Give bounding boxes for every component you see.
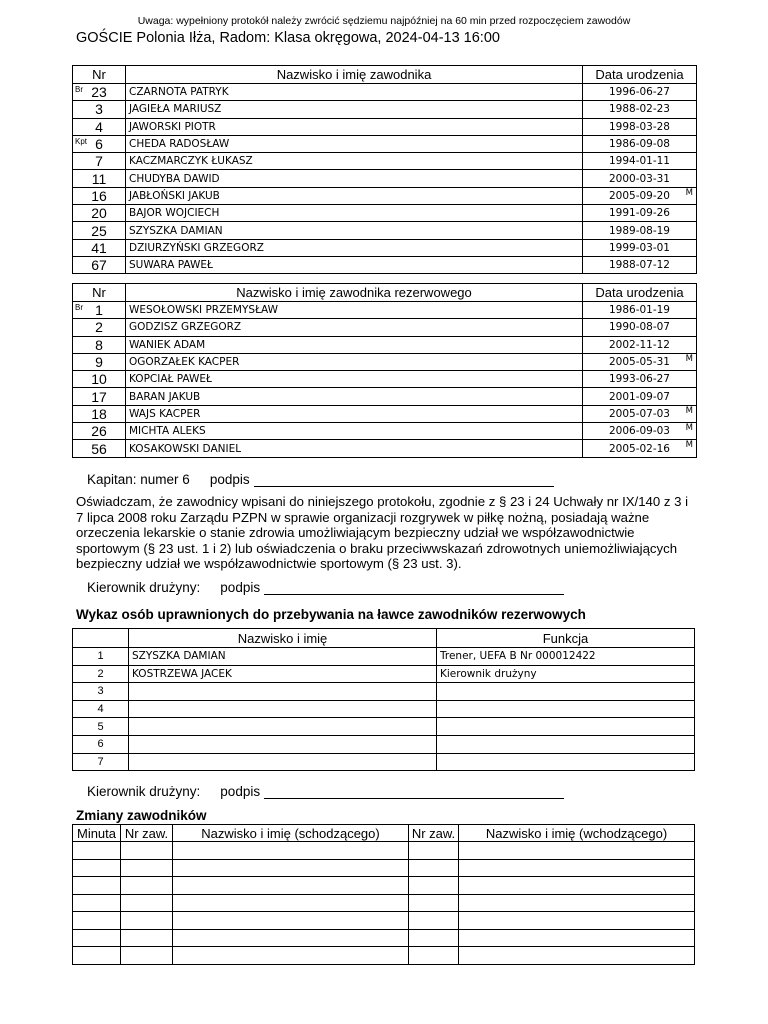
player-number-cell: [73, 423, 126, 440]
player-birthdate-cell: [583, 405, 697, 422]
player-number: 18: [91, 405, 107, 422]
manager-signature-line-2: [87, 784, 564, 799]
youth-marker: M: [685, 353, 693, 364]
staff-name[interactable]: [129, 718, 437, 736]
table-row: [73, 388, 697, 405]
column-header-name-in: Nazwisko i imię (wchodzącego): [459, 825, 695, 842]
table-row: [73, 842, 695, 860]
player-number: 25: [91, 222, 107, 239]
table-row: [73, 735, 695, 753]
player-name: CZARNOTA PATRYK: [126, 84, 583, 101]
player-birthdate-cell: [583, 440, 697, 457]
player-number-cell: [73, 205, 126, 222]
table-row: [73, 440, 697, 457]
player-name: CHUDYBA DAWID: [126, 170, 583, 187]
player-number: 9: [95, 354, 103, 371]
table-row: [73, 877, 695, 895]
player-birthdate-cell: [583, 319, 697, 336]
player-birthdate: 2006-09-03: [608, 425, 670, 438]
player-role-tag: Br: [75, 85, 83, 94]
staff-index: 6: [73, 735, 129, 753]
player-birthdate: 2001-09-07: [608, 390, 670, 403]
staff-index: 3: [73, 683, 129, 701]
sub-name-in-cell[interactable]: [459, 947, 695, 965]
starting-lineup-rows: [73, 84, 697, 274]
player-number: 23: [91, 84, 107, 101]
youth-marker: M: [685, 440, 693, 451]
player-birthdate: 2005-09-20: [608, 189, 670, 202]
player-name: KOPCIAŁ PAWEŁ: [126, 371, 583, 388]
sub-nr-out-cell[interactable]: [121, 877, 173, 895]
player-number: 20: [91, 205, 107, 222]
staff-role[interactable]: [437, 718, 695, 736]
table-row: [73, 319, 697, 336]
sub-minute-cell[interactable]: [73, 877, 121, 895]
bench-heading: Wykaz osób uprawnionych do przebywania na ławce zawodników rezerwowych: [76, 607, 586, 622]
table-row: [73, 336, 697, 353]
player-birthdate-cell: [583, 170, 697, 187]
table-row: [73, 256, 697, 273]
table-row: [73, 353, 697, 370]
sub-minute-cell[interactable]: [73, 929, 121, 947]
player-name: JABŁOŃSKI JAKUB: [126, 187, 583, 204]
player-number: 10: [91, 371, 107, 388]
player-number-cell: [73, 440, 126, 457]
column-header-index: [73, 629, 129, 648]
table-row: [73, 405, 697, 422]
sub-name-out-cell[interactable]: [173, 947, 409, 965]
player-name: JAGIEŁA MARIUSZ: [126, 101, 583, 118]
column-header-nr-in: Nr zaw.: [409, 825, 459, 842]
table-header-row: [73, 629, 695, 648]
player-number: 1: [95, 302, 103, 319]
table-row: [73, 648, 695, 666]
sub-nr-out-cell[interactable]: [121, 912, 173, 930]
sub-nr-in-cell[interactable]: [409, 947, 459, 965]
staff-index: 4: [73, 700, 129, 718]
player-name: SZYSZKA DAMIAN: [126, 222, 583, 239]
player-birthdate: 1998-03-28: [608, 120, 670, 133]
player-birthdate: 1996-06-27: [608, 86, 670, 99]
match-info: GOŚCIE Polonia Iłża, Radom: Klasa okręgowa, 2024-04-13 16:00: [76, 30, 500, 46]
sub-nr-in-cell[interactable]: [409, 912, 459, 930]
player-birthdate-cell: [583, 239, 697, 256]
player-name: MICHTA ALEKS: [126, 423, 583, 440]
sub-nr-out-cell[interactable]: [121, 947, 173, 965]
table-row: [73, 718, 695, 736]
player-name: WANIEK ADAM: [126, 336, 583, 353]
player-number: 17: [91, 388, 107, 405]
sub-minute-cell[interactable]: [73, 894, 121, 912]
sub-name-out-cell[interactable]: [173, 894, 409, 912]
column-header-role: Funkcja: [437, 629, 695, 648]
manager-signature-field-1[interactable]: [264, 582, 564, 595]
player-number-cell: [73, 405, 126, 422]
player-birthdate: 1991-09-26: [608, 207, 670, 220]
table-row: [73, 205, 697, 222]
player-number: 56: [91, 440, 107, 457]
player-number: 41: [91, 239, 107, 256]
sub-nr-out-cell[interactable]: [121, 894, 173, 912]
player-name: SUWARA PAWEŁ: [126, 256, 583, 273]
manager-label: Kierownik drużyny:: [87, 784, 201, 799]
table-row: [73, 101, 697, 118]
bench-staff-rows: [73, 648, 695, 771]
table-row: [73, 859, 695, 877]
sub-name-out-cell[interactable]: [173, 842, 409, 860]
player-number: 8: [95, 336, 103, 353]
reserves-rows: [73, 302, 697, 458]
player-name: BARAN JAKUB: [126, 388, 583, 405]
player-birthdate: 1993-06-27: [608, 373, 670, 386]
sub-minute-cell[interactable]: [73, 842, 121, 860]
column-header-name: Nazwisko i imię zawodnika: [126, 66, 583, 84]
staff-name[interactable]: [129, 735, 437, 753]
sub-name-out-cell[interactable]: [173, 877, 409, 895]
sub-name-out-cell[interactable]: [173, 929, 409, 947]
table-row: [73, 222, 697, 239]
table-header-row: [73, 66, 697, 84]
player-number: 16: [91, 187, 107, 204]
column-header-dob: Data urodzenia: [583, 284, 697, 302]
staff-role[interactable]: [437, 753, 695, 771]
player-birthdate: 1988-07-12: [608, 259, 670, 272]
signature-label: podpis: [209, 472, 250, 487]
player-name: KOSAKOWSKI DANIEL: [126, 440, 583, 457]
player-birthdate: 1989-08-19: [608, 224, 670, 237]
sub-nr-in-cell[interactable]: [409, 894, 459, 912]
manager-signature-field-2[interactable]: [264, 786, 564, 799]
table-row: [73, 665, 695, 683]
table-row: [73, 700, 695, 718]
player-birthdate-cell: [583, 388, 697, 405]
sub-name-in-cell[interactable]: [459, 912, 695, 930]
staff-name[interactable]: [129, 700, 437, 718]
player-birthdate-cell: [583, 353, 697, 370]
player-number: 3: [95, 101, 103, 118]
reserves-table: [72, 283, 697, 458]
column-header-minute: Minuta: [73, 825, 121, 842]
player-number: 2: [95, 319, 103, 336]
player-number: 11: [91, 170, 107, 187]
captain-signature-line: [87, 472, 554, 487]
player-number-cell: [73, 135, 126, 152]
player-birthdate: 2005-07-03: [608, 407, 670, 420]
column-header-nr-out: Nr zaw.: [121, 825, 173, 842]
sub-minute-cell[interactable]: [73, 859, 121, 877]
bench-staff-table: [72, 628, 695, 771]
player-name: BAJOR WOJCIECH: [126, 205, 583, 222]
player-birthdate-cell: [583, 153, 697, 170]
medical-declaration: Oświadczam, że zawodnicy wpisani do niniejszego protokołu, zgodnie z § 23 i 24 Uchwały nr IX/140 z 3 i 7 lipca 2008 roku Zarządu PZPN w sprawie organizacji rozgrywek w piłkę nożną, posiadają ważne orzeczenia lekarskie o stanie zdrowia umożliwiającym bezpieczny udział we współzawodnictwie sportowym (§ 23 ust. 1 i 2) lub oświadczenia o braku przeciwwskazań zdrowotnych uniemożliwiających bezpieczny udział we współzawodnictwie sportowym (§ 23 ust. 3).: [76, 494, 689, 572]
table-header-row: [73, 284, 697, 302]
table-row: [73, 118, 697, 135]
player-name: GODZISZ GRZEGORZ: [126, 319, 583, 336]
table-row: [73, 135, 697, 152]
player-role-tag: Kpt: [75, 136, 88, 146]
table-row: [73, 84, 697, 101]
staff-name[interactable]: SZYSZKA DAMIAN: [129, 648, 437, 666]
substitutions-rows: [73, 842, 695, 965]
player-number-cell: [73, 118, 126, 135]
player-name: WAJS KACPER: [126, 405, 583, 422]
player-birthdate: 1986-01-19: [608, 304, 670, 317]
player-birthdate-cell: [583, 423, 697, 440]
column-header-name: Nazwisko i imię: [129, 629, 437, 648]
player-role-tag: Br: [75, 303, 83, 312]
column-header-dob: Data urodzenia: [583, 66, 697, 84]
starting-lineup-table: [72, 65, 697, 274]
player-birthdate: 2005-02-16: [608, 442, 670, 455]
player-birthdate: 1990-08-07: [608, 321, 670, 334]
sub-nr-in-cell[interactable]: [409, 877, 459, 895]
submission-notice: Uwaga: wypełniony protokół należy zwrócić sędziemu najpóźniej na 60 min przed rozpoczęciem zawodów: [137, 15, 631, 27]
manager-signature-line-1: [87, 580, 564, 595]
table-row: [73, 683, 695, 701]
player-birthdate-cell: [583, 135, 697, 152]
player-number-cell: [73, 353, 126, 370]
youth-marker: M: [685, 423, 693, 434]
player-number-cell: [73, 336, 126, 353]
sub-minute-cell[interactable]: [73, 912, 121, 930]
player-number: 67: [91, 257, 107, 274]
sub-name-in-cell[interactable]: [459, 842, 695, 860]
player-number-cell: [73, 170, 126, 187]
player-birthdate: 2000-03-31: [608, 172, 670, 185]
sub-name-out-cell[interactable]: [173, 859, 409, 877]
player-number: 26: [91, 423, 107, 440]
player-birthdate: 1986-09-08: [608, 138, 670, 151]
player-birthdate-cell: [583, 118, 697, 135]
player-number-cell: [73, 101, 126, 118]
table-row: [73, 371, 697, 388]
table-row: [73, 302, 697, 319]
signature-label: podpis: [220, 784, 261, 799]
player-birthdate: 1994-01-11: [608, 155, 670, 168]
table-header-row: [73, 825, 695, 842]
sub-nr-in-cell[interactable]: [409, 929, 459, 947]
table-row: [73, 947, 695, 965]
column-header-nr: Nr: [73, 66, 126, 84]
manager-label: Kierownik drużyny:: [87, 580, 201, 595]
player-number-cell: [73, 187, 126, 204]
player-birthdate: 1999-03-01: [608, 241, 670, 254]
player-birthdate-cell: [583, 222, 697, 239]
table-row: [73, 912, 695, 930]
staff-index: 2: [73, 665, 129, 683]
signature-label: podpis: [220, 580, 261, 595]
table-row: [73, 153, 697, 170]
sub-name-in-cell[interactable]: [459, 929, 695, 947]
player-birthdate-cell: [583, 371, 697, 388]
staff-index: 7: [73, 753, 129, 771]
player-number: 4: [95, 118, 103, 135]
player-birthdate-cell: [583, 256, 697, 273]
player-number-cell: [73, 388, 126, 405]
youth-marker: M: [685, 187, 693, 198]
player-name: CHEDA RADOSŁAW: [126, 135, 583, 152]
player-name: KACZMARCZYK ŁUKASZ: [126, 153, 583, 170]
player-number-cell: [73, 256, 126, 273]
sub-name-out-cell[interactable]: [173, 912, 409, 930]
staff-role[interactable]: [437, 683, 695, 701]
substitutions-heading: Zmiany zawodników: [76, 808, 207, 823]
player-number: 6: [95, 136, 103, 153]
player-birthdate-cell: [583, 84, 697, 101]
sub-nr-out-cell[interactable]: [121, 929, 173, 947]
sub-nr-out-cell[interactable]: [121, 859, 173, 877]
table-row: [73, 239, 697, 256]
table-row: [73, 187, 697, 204]
player-name: WESOŁOWSKI PRZEMYSŁAW: [126, 302, 583, 319]
player-number-cell: [73, 222, 126, 239]
player-number-cell: [73, 319, 126, 336]
column-header-nr: Nr: [73, 284, 126, 302]
table-row: [73, 929, 695, 947]
staff-name[interactable]: [129, 753, 437, 771]
player-name: JAWORSKI PIOTR: [126, 118, 583, 135]
sub-nr-out-cell[interactable]: [121, 842, 173, 860]
column-header-name-out: Nazwisko i imię (schodzącego): [173, 825, 409, 842]
player-birthdate-cell: [583, 101, 697, 118]
staff-index: 5: [73, 718, 129, 736]
player-number-cell: [73, 239, 126, 256]
staff-index: 1: [73, 648, 129, 666]
youth-marker: M: [685, 405, 693, 416]
table-row: [73, 753, 695, 771]
table-row: [73, 423, 697, 440]
player-number-cell: [73, 371, 126, 388]
player-birthdate: 2002-11-12: [608, 338, 670, 351]
player-birthdate-cell: [583, 187, 697, 204]
table-row: [73, 894, 695, 912]
player-name: OGORZAŁEK KACPER: [126, 353, 583, 370]
player-number-cell: [73, 302, 126, 319]
sub-name-in-cell[interactable]: [459, 894, 695, 912]
sub-minute-cell[interactable]: [73, 947, 121, 965]
player-birthdate-cell: [583, 302, 697, 319]
player-number-cell: [73, 84, 126, 101]
player-name: DZIURZYŃSKI GRZEGORZ: [126, 239, 583, 256]
player-birthdate: 2005-05-31: [608, 356, 670, 369]
column-header-name: Nazwisko i imię zawodnika rezerwowego: [126, 284, 583, 302]
staff-role[interactable]: [437, 735, 695, 753]
captain-label: Kapitan: numer 6: [87, 472, 190, 487]
captain-signature-field[interactable]: [254, 474, 554, 487]
table-row: [73, 170, 697, 187]
player-birthdate-cell: [583, 336, 697, 353]
sub-name-in-cell[interactable]: [459, 877, 695, 895]
player-number-cell: [73, 153, 126, 170]
staff-role[interactable]: Kierownik drużyny: [437, 665, 695, 683]
staff-role[interactable]: Trener, UEFA B Nr 000012422: [437, 648, 695, 666]
staff-name[interactable]: [129, 683, 437, 701]
staff-role[interactable]: [437, 700, 695, 718]
staff-name[interactable]: KOSTRZEWA JACEK: [129, 665, 437, 683]
player-birthdate-cell: [583, 205, 697, 222]
player-birthdate: 1988-02-23: [608, 103, 670, 116]
substitutions-table: [72, 824, 695, 965]
sub-nr-in-cell[interactable]: [409, 842, 459, 860]
sub-nr-in-cell[interactable]: [409, 859, 459, 877]
player-number: 7: [95, 153, 103, 170]
sub-name-in-cell[interactable]: [459, 859, 695, 877]
